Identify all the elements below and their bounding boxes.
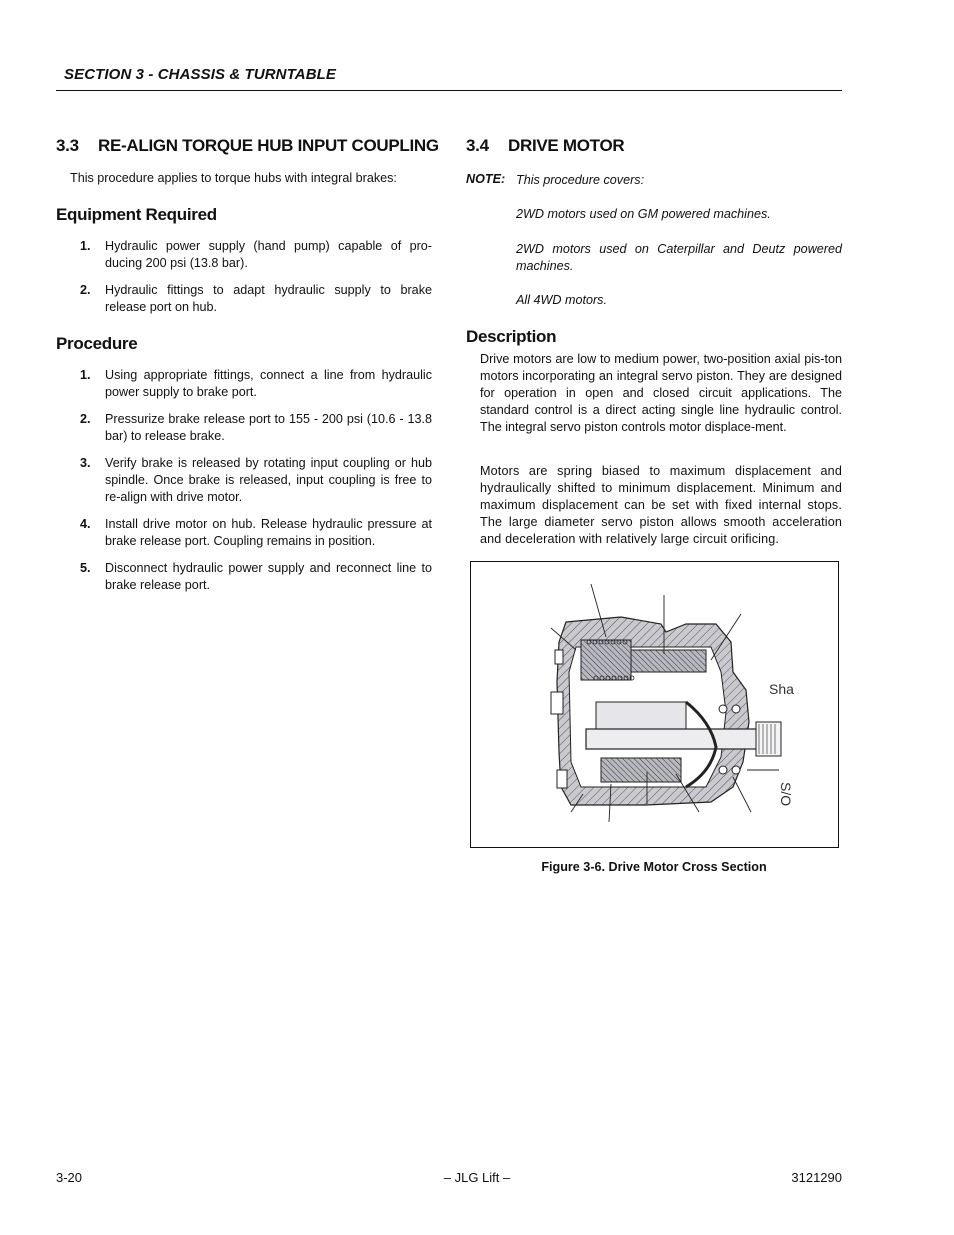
drive-motor-cross-section	[471, 562, 838, 847]
item-text: Using appropriate fittings, connect a line from hydraulic power supply to brake port.	[105, 368, 432, 399]
item-number: 2.	[80, 283, 91, 297]
item-text: Hydraulic power supply (hand pump) capable of pro-ducing 200 psi (13.8 bar).	[105, 239, 432, 270]
item-text: Verify brake is released by rotating input coupling or hub spindle. Once brake is released, input coupling is free to re-align with drive motor.	[105, 456, 432, 504]
page-number: 3-20	[56, 1170, 83, 1185]
list-item	[56, 516, 432, 550]
footer-center: – JLG Lift –	[443, 1170, 511, 1185]
procedure-list	[56, 367, 432, 594]
list-item	[56, 282, 432, 316]
note-line: All 4WD motors.	[516, 293, 607, 307]
item-number: 2.	[80, 412, 91, 426]
section-number: 3.3	[56, 136, 79, 155]
section-number: 3.4	[466, 136, 489, 155]
list-item	[56, 411, 432, 445]
section-title: RE-ALIGN TORQUE HUB INPUT COUPLING	[98, 136, 439, 155]
drive-motor-figure	[470, 561, 839, 848]
list-item	[56, 367, 432, 401]
description-paragraph: Motors are spring biased to maximum displacement and hydraulically shifted to minimum displacement. Minimum and maximum displacement can be set with fixed internal stops. The large diameter servo piston allows smooth acceleration and deceleration with relatively large circuit orificing.	[480, 464, 842, 546]
page-header	[56, 64, 842, 91]
list-item	[56, 560, 432, 594]
section-intro: This procedure applies to torque hubs with integral brakes:	[70, 171, 397, 185]
item-text: Install drive motor on hub. Release hydraulic pressure at brake release port. Coupling remains in position.	[105, 517, 432, 548]
section-3-3-heading	[56, 136, 439, 156]
figure-caption: Figure 3-6. Drive Motor Cross Section	[541, 860, 767, 874]
figure-label-fragment: Sha	[769, 681, 794, 697]
figure-label-fragment: S/O	[778, 782, 794, 807]
description-heading: Description	[466, 327, 557, 346]
note-line: 2WD motors used on Caterpillar and Deutz powered machines.	[516, 242, 842, 273]
item-number: 4.	[80, 517, 91, 531]
note-line: 2WD motors used on GM powered machines.	[516, 207, 771, 221]
document-number: 3121290	[791, 1170, 842, 1185]
equipment-list	[56, 238, 432, 316]
equipment-heading: Equipment Required	[56, 205, 217, 224]
item-text: Pressurize brake release port to 155 - 200 psi (10.6 - 13.8 bar) to release brake.	[105, 412, 432, 443]
procedure-heading: Procedure	[56, 334, 138, 353]
list-item	[56, 455, 432, 506]
item-number: 3.	[80, 456, 91, 470]
note-label: NOTE:	[466, 172, 506, 186]
section-header-title: SECTION 3 - CHASSIS & TURNTABLE	[64, 66, 337, 83]
item-text: Hydraulic fittings to adapt hydraulic supply to brake release port on hub.	[105, 283, 432, 314]
list-item	[56, 238, 432, 272]
section-title: DRIVE MOTOR	[508, 136, 625, 155]
description-paragraph: Drive motors are low to medium power, two-position axial pis-ton motors incorporating an integral servo piston. They are designed for operation in open and closed circuit applications. The standard control is a direct acting single line hydraulic control. The integral servo piston controls motor displace-ment.	[480, 352, 842, 434]
note-line: This procedure covers:	[516, 173, 645, 187]
item-number: 1.	[80, 239, 91, 253]
item-text: Disconnect hydraulic power supply and reconnect line to brake release port.	[105, 561, 432, 592]
section-3-4-heading	[466, 136, 624, 156]
item-number: 5.	[80, 561, 91, 575]
item-number: 1.	[80, 368, 91, 382]
